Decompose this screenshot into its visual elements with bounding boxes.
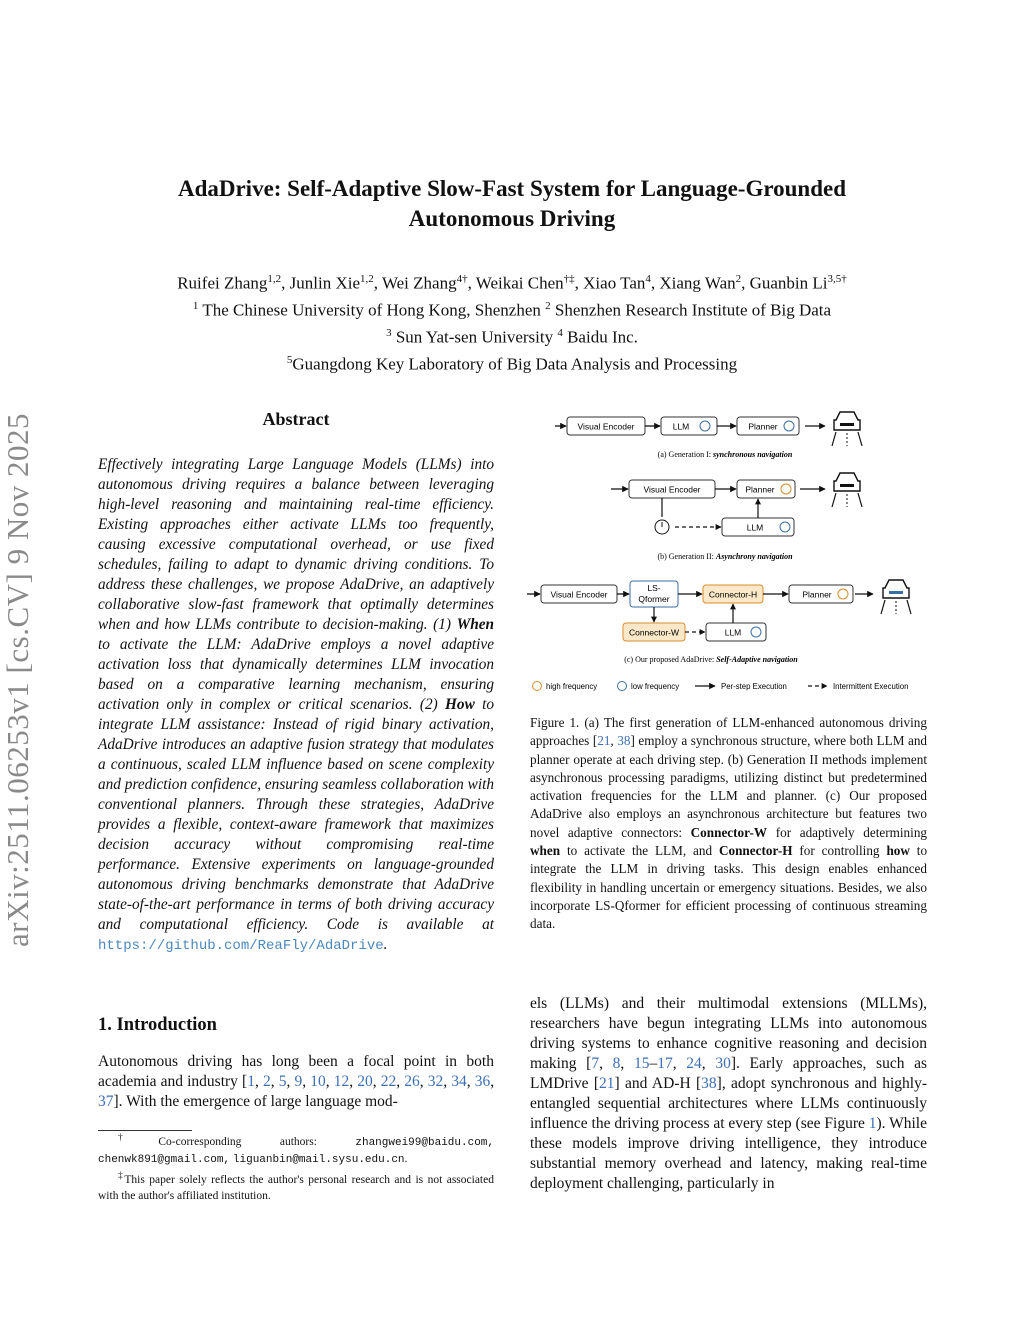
subcaption-b: (b) Generation II: Asynchrony navigation xyxy=(657,552,793,561)
section-heading-introduction: 1. Introduction xyxy=(98,1015,217,1035)
row-c xyxy=(527,580,911,641)
citation-link[interactable]: 1 xyxy=(247,1073,255,1090)
citation-link[interactable]: 38 xyxy=(701,1075,717,1092)
paper-title xyxy=(100,174,924,234)
connector-w-label: Connector-W xyxy=(628,627,680,638)
author-block xyxy=(60,268,964,377)
affiliation-line-3: $^5$Guangdong Key Laboratory of Big Data Analysis and Processing xyxy=(286,354,738,375)
author-name: Xiao Tan xyxy=(583,273,646,293)
title-line-2: Autonomous Driving xyxy=(408,206,616,231)
citation-link[interactable]: 21 xyxy=(599,1075,615,1092)
author-name: Weikai Chen xyxy=(475,273,564,293)
citation-link[interactable]: 36 xyxy=(474,1073,491,1090)
citation-link[interactable]: 12 xyxy=(333,1073,350,1090)
citation-link[interactable]: 5 xyxy=(278,1073,287,1090)
citation-link[interactable]: 8 xyxy=(612,1055,621,1072)
footnotes xyxy=(98,1130,494,1204)
citation-link[interactable]: 7 xyxy=(591,1055,600,1072)
footnote-2: ‡This paper solely reflects the author's personal research and is not associated with the author's affiliated institution. xyxy=(98,1169,494,1202)
visual-encoder-label: Visual Encoder xyxy=(577,421,635,432)
llm-label: LLM xyxy=(746,522,764,533)
email-link[interactable]: chenwk891@gmail.com, xyxy=(98,1153,231,1166)
citation-link[interactable]: 26 xyxy=(404,1073,420,1090)
high-frequency-clock-icon xyxy=(533,682,542,691)
abstract-body: Effectively integrating Large Language Models (LLMs) into autonomous driving requires a balance between leveraging high-level reasoning and maintaining real-time efficiency. Existing approaches either activate LLMs too frequently, causing excessive computational overhead, or use fixed schedules, failing to adapt to dynamic driving conditions. To address these challenges, we propose AdaDrive, an adaptively collaborative slow-fast framework that optimally determines when and how LLMs contribute to decision-making. (1) When to activate the LLM: AdaDrive employs a novel adaptive activation loss that dynamically determines LLM invocation based on a comparative learning mechanism, ensuring activation only in complex or critical scenarios. (2) How to integrate LLM assistance: Instead of rigid binary activation, AdaDrive introduces an adaptive fusion strategy that modulates a continuous, scaled LLM influence based on scene complexity and prediction confidence, ensuring seamless collaboration with conventional planners. Through these strategies, AdaDrive provides a flexible, context-aware framework that maximizes decision accuracy without compromising real-time performance. Extensive experiments on language-grounded autonomous driving benchmarks demonstrate that AdaDrive state-of-the-art performance in terms of both driving accuracy and computational efficiency. Code is available at https://github.com/ReaFly/AdaDrive. xyxy=(98,456,495,954)
citation-link[interactable]: 30 xyxy=(715,1055,731,1072)
car-icon xyxy=(881,580,911,614)
citation-link[interactable]: 38 xyxy=(617,733,631,749)
subcaption-c: (c) Our proposed AdaDrive: Self-Adaptive navigation xyxy=(624,655,798,664)
llm-label: LLM xyxy=(672,421,690,432)
intro-paragraph-left: Autonomous driving has long been a focal point in both academia and industry [1, 2, 5, 9, 10, 12, 20, 22, 26, 32, 34, 36, 37]. With the emergence of large language mod- xyxy=(98,1053,495,1110)
legend-per-step: Per-step Execution xyxy=(721,682,787,691)
citation-link[interactable]: 17 xyxy=(657,1055,673,1072)
author-name: Wei Zhang xyxy=(381,273,457,293)
legend-low-frequency: low frequency xyxy=(631,682,680,691)
citation-link[interactable]: 9 xyxy=(294,1073,303,1090)
llm-label: LLM xyxy=(724,627,742,638)
arxiv-side-stamp: arXiv:2511.06253v1 [cs.CV] 9 Nov 2025 xyxy=(0,413,35,947)
visual-encoder-label: Visual Encoder xyxy=(643,484,701,495)
connector-h-label: Connector-H xyxy=(708,589,758,600)
citation-link[interactable]: 2 xyxy=(262,1073,271,1090)
car-icon xyxy=(832,473,862,507)
ls-qformer-label-1: LS- xyxy=(647,583,661,593)
author-name: Xiang Wan xyxy=(659,273,736,293)
citation-link[interactable]: 22 xyxy=(380,1073,397,1090)
planner-label: Planner xyxy=(802,589,832,600)
citation-link[interactable]: 20 xyxy=(357,1073,373,1090)
car-icon xyxy=(832,412,862,446)
ls-qformer-label-2: Qformer xyxy=(638,594,670,604)
code-link[interactable]: https://github.com/ReaFly/AdaDrive xyxy=(98,938,384,954)
planner-label: Planner xyxy=(748,421,778,432)
figure-1-diagram xyxy=(525,405,935,695)
footnote-1: †Co-corresponding authors: zhangwei99@baidu.com, chenwk891@gmail.com, liguanbin@mail.sysu.edu.cn. xyxy=(98,1132,494,1166)
citation-link[interactable]: 10 xyxy=(310,1073,326,1090)
email-link[interactable]: zhangwei99@baidu.com, xyxy=(355,1136,494,1149)
title-line-1: AdaDrive: Self-Adaptive Slow-Fast System for Language-Grounded xyxy=(177,176,847,201)
visual-encoder-label: Visual Encoder xyxy=(550,589,608,600)
legend-intermittent: Intermittent Execution xyxy=(833,682,909,691)
citation-link[interactable]: 15 xyxy=(633,1055,650,1072)
row-b xyxy=(611,473,862,536)
figure-1-caption: Figure 1. (a) The first generation of LLM-enhanced autonomous driving approaches [21, 38] employ a synchronous structure, where both LLM and planner operate at each driving step. (b) Generation II methods implement asynchronous processing paradigms, utilizing distinct but predetermined activation frequencies for the LLM and planner. (c) Our proposed AdaDrive also employs an asynchronous architecture but features two novel adaptive connectors: Connector-W for adaptively determining when to activate the LLM, and Connector-H for controlling how to integrate the LLM in driving tasks. This design enables enhanced flexibility in handling uncertain or emergency situations. Besides, we also incorporate LS-Qformer for efficient processing of continuous streaming data. xyxy=(530,715,928,932)
planner-label: Planner xyxy=(745,484,775,495)
author-name: Junlin Xie xyxy=(289,273,360,293)
subcaption-a: (a) Generation I: synchronous navigation xyxy=(657,450,793,459)
legend-high-frequency: high frequency xyxy=(546,682,598,691)
emph-how: How xyxy=(445,696,475,713)
row-a xyxy=(555,412,862,446)
low-frequency-clock-icon xyxy=(618,682,627,691)
author-name: Guanbin Li xyxy=(749,273,828,293)
citation-link[interactable]: 32 xyxy=(427,1073,444,1090)
abstract-heading: Abstract xyxy=(262,409,330,429)
emph-when: When xyxy=(456,616,494,633)
intro-paragraph-right: els (LLMs) and their multimodal extensions (MLLMs), researchers have begun integrating LLMs into autonomous driving systems to enhance cognitive reasoning and decision making [7, 8, 15–17, 24, 30]. Early approaches, such as LMDrive [21] and AD-H [38], adopt synchronous and highly-entangled sequential architectures where LLMs continuously influence the driving process at every step (see Figure 1). While these models improve driving intelligence, they introduce substantial memory overhead and latency, making real-time deployment challenging, particularly in xyxy=(530,995,928,1192)
citation-link[interactable]: 1 xyxy=(868,1115,877,1132)
affiliation-line-1: $^1$ The Chinese University of Hong Kong, Shenzhen $^2$ Shenzhen Research Institute of Big Data xyxy=(192,300,832,320)
figure-legend xyxy=(533,682,909,692)
citation-link[interactable]: 34 xyxy=(451,1073,467,1090)
email-link[interactable]: liguanbin@mail.sysu.edu.cn xyxy=(232,1153,405,1166)
citation-link[interactable]: 24 xyxy=(686,1055,702,1072)
affiliation-line-2: $^3$ Sun Yat-sen University $^4$ Baidu Inc. xyxy=(386,327,638,347)
author-list: Ruifei Zhang$^{1,2}$, Junlin Xie$^{1,2}$, Wei Zhang$^{4\dagger}$, Weikai Chen†‡, Xiao Tan$^4$, Xiang Wan$^2$, Guanbin $Li^{3,5\dagger}$ xyxy=(177,273,847,293)
author-name: Ruifei Zhang xyxy=(177,273,268,293)
citation-link[interactable]: 37 xyxy=(98,1093,114,1110)
citation-link[interactable]: 21 xyxy=(597,733,611,749)
